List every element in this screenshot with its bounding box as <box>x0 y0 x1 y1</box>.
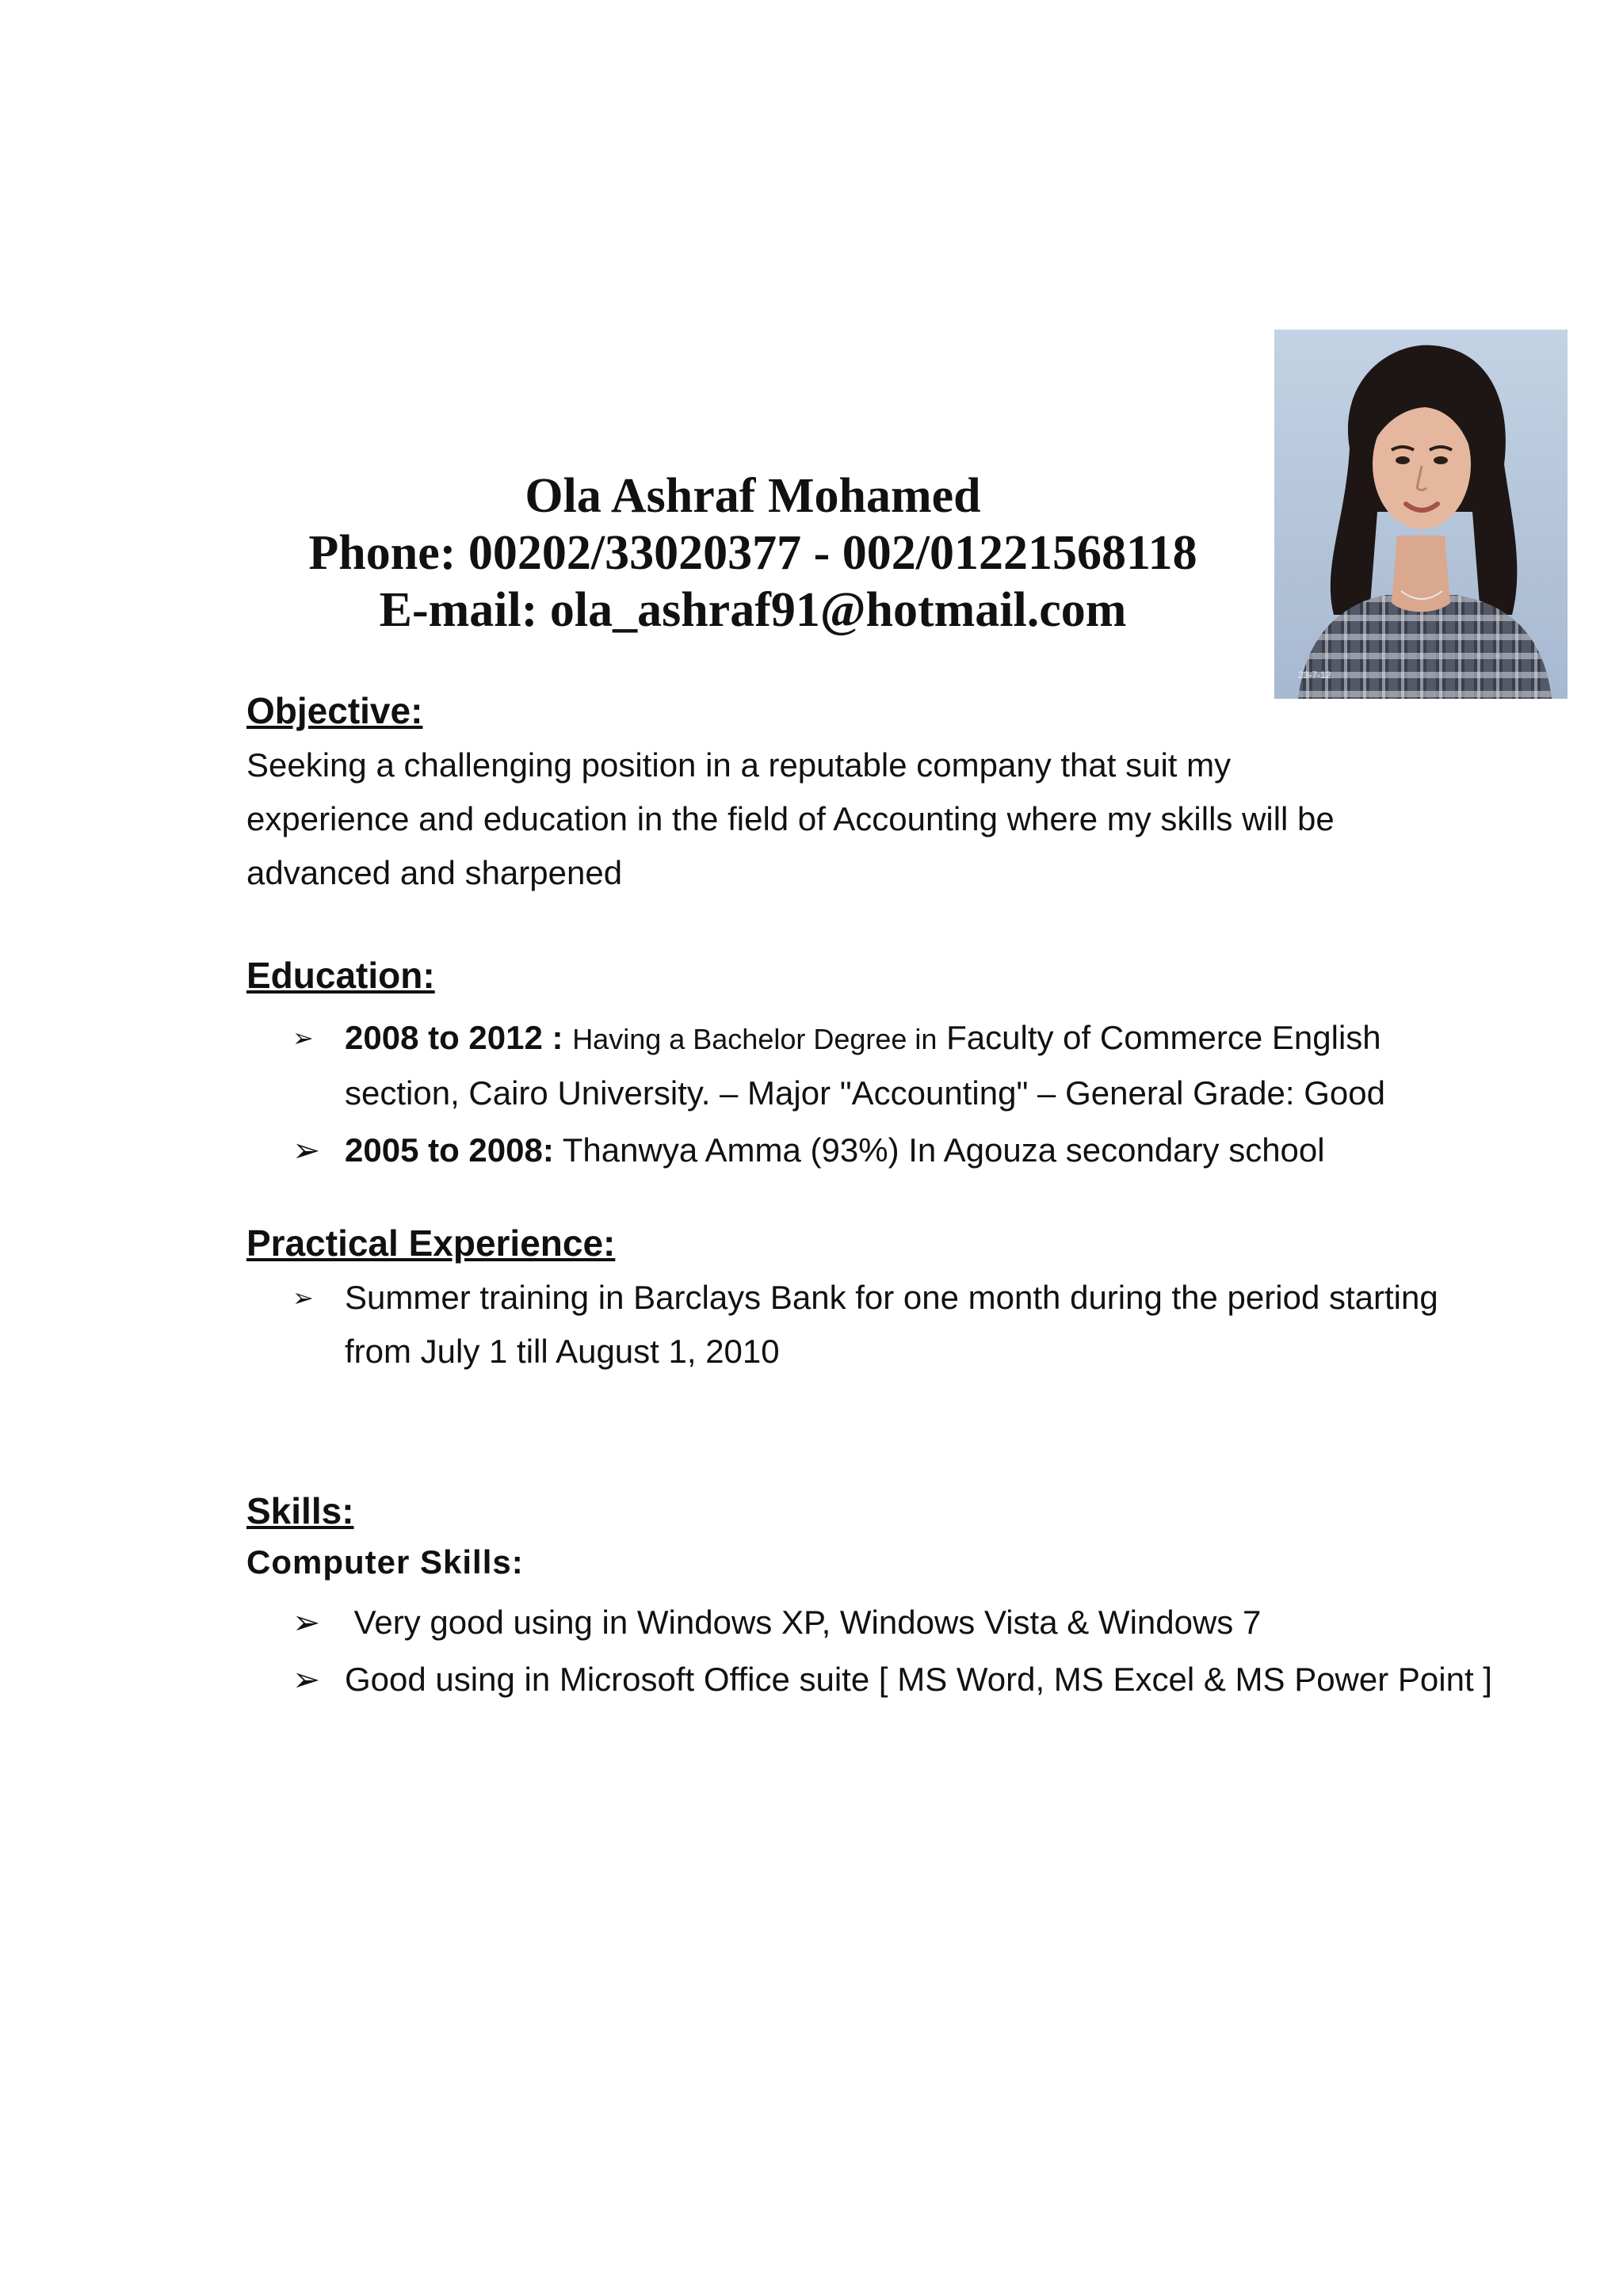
skill-item <box>246 1596 1494 1650</box>
education-title: Education: <box>246 955 435 996</box>
education-period: 2008 to 2012 : <box>345 1019 563 1056</box>
resume-header <box>238 467 1268 639</box>
candidate-name: Ola Ashraf Mohamed <box>525 469 981 523</box>
education-detail: Thanwya Amma (93%) In Agouza secondary school <box>562 1131 1325 1169</box>
skill-text: Very good using in Windows XP, Windows Vista & Windows 7 <box>345 1604 1262 1641</box>
education-item <box>246 1011 1494 1120</box>
skill-item <box>246 1653 1494 1707</box>
objective-title: Objective: <box>246 690 423 731</box>
phone-line: Phone: 00202/33020377 - 002/01221568118 <box>308 526 1197 580</box>
experience-section <box>246 1215 1438 1379</box>
email-line: E-mail: ola_ashraf91@hotmail.com <box>379 583 1127 637</box>
photo-date-stamp: 23-7-12 <box>1298 669 1331 681</box>
education-section <box>246 948 1435 1177</box>
skills-title: Skills: <box>246 1490 354 1531</box>
objective-text: Seeking a challenging position in a reputable company that suit my experience and education in the field of Accounting where my skills will be advanced and sharpened <box>246 746 1335 891</box>
resume-body <box>246 683 1492 1707</box>
skills-section <box>246 1483 1492 1707</box>
arrowhead-bullet-icon: ➢ <box>292 1604 321 1641</box>
arrowhead-bullet-icon: ➢ <box>292 1283 314 1312</box>
portrait-illustration <box>1274 330 1568 699</box>
objective-section <box>246 683 1435 900</box>
education-list <box>246 1011 1435 1177</box>
arrowhead-bullet-icon: ➢ <box>292 1024 314 1052</box>
experience-detail: Summer training in Barclays Bank for one month during the period starting from July 1 till August 1, 2010 <box>345 1279 1438 1370</box>
education-period: 2005 to 2008: <box>345 1131 554 1169</box>
experience-title: Practical Experience: <box>246 1222 616 1264</box>
arrowhead-bullet-icon: ➢ <box>292 1661 321 1698</box>
education-item <box>246 1123 1494 1177</box>
education-detail: Faculty of Commerce English section, Cairo University. – Major "Accounting" – General Grade: Good <box>345 1019 1385 1112</box>
education-lead: Having a Bachelor Degree in <box>572 1023 938 1055</box>
skills-list <box>246 1596 1492 1707</box>
skill-text: Good using in Microsoft Office suite [ MS Word, MS Excel & MS Power Point ] <box>345 1661 1492 1698</box>
experience-list <box>246 1271 1438 1379</box>
profile-photo <box>1274 330 1568 699</box>
computer-skills-subtitle: Computer Skills: <box>246 1543 524 1581</box>
arrowhead-bullet-icon: ➢ <box>292 1131 321 1169</box>
experience-item <box>246 1271 1494 1379</box>
